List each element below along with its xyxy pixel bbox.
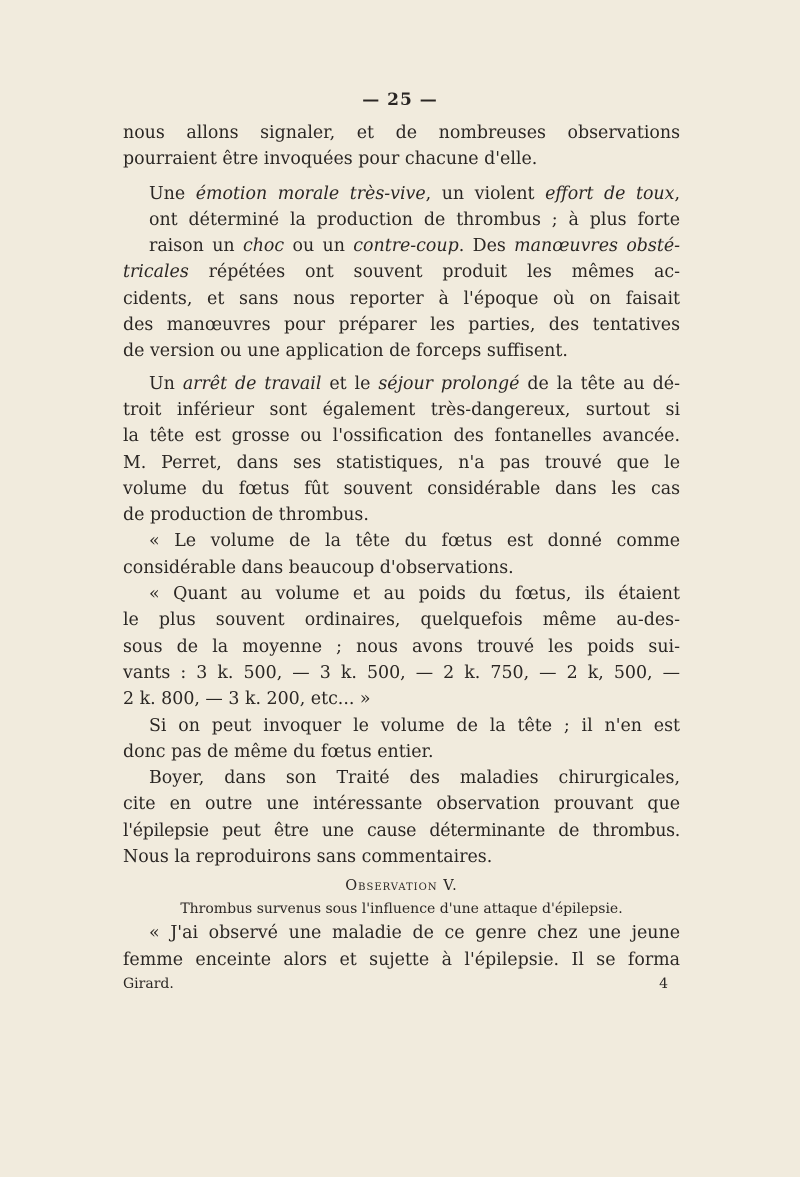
text-line bbox=[123, 259, 680, 285]
text-span: , un violent bbox=[425, 183, 546, 204]
text-line: « Le volume de la tête du fœtus est donné comme bbox=[149, 531, 680, 552]
paragraph-2 bbox=[123, 181, 680, 365]
paragraph-8 bbox=[123, 920, 680, 973]
italic-phrase: émotion morale très-vive bbox=[195, 183, 426, 204]
text-line: femme enceinte alors et sujette à l'épilepsie. Il se forma bbox=[123, 949, 680, 970]
italic-phrase: tricales bbox=[123, 262, 189, 283]
text-line: considérable dans beaucoup d'observations. bbox=[123, 557, 514, 578]
paragraph-3 bbox=[123, 371, 680, 529]
text-line bbox=[123, 181, 680, 207]
text-line: donc pas de même du fœtus entier. bbox=[123, 741, 434, 762]
text-line: Si on peut invoquer le volume de la tête ; il n'en est bbox=[149, 715, 680, 736]
text-line: des manœuvres pour préparer les parties, des tentatives bbox=[123, 315, 680, 336]
text-line: ont déterminé la production de thrombus ; à plus forte bbox=[149, 209, 680, 230]
text-line bbox=[123, 371, 680, 397]
text-line: volume du fœtus fût souvent considérable dans les cas bbox=[123, 478, 680, 499]
text-line: 2 k. 800, — 3 k. 200, etc... » bbox=[123, 689, 371, 710]
page-body bbox=[123, 120, 680, 995]
italic-phrase: effort de toux bbox=[545, 183, 675, 204]
text-span: Une bbox=[149, 183, 196, 204]
italic-phrase: manœuvres obsté- bbox=[514, 236, 681, 257]
italic-phrase: contre-coup bbox=[353, 236, 459, 257]
italic-phrase: arrêt de travail bbox=[182, 373, 322, 394]
italic-phrase: choc bbox=[242, 236, 285, 257]
italic-phrase: séjour prolongé bbox=[378, 373, 520, 394]
text-line: Nous la reproduirons sans commentaires. bbox=[123, 847, 493, 868]
text-span: Un bbox=[149, 373, 183, 394]
text-line: M. Perret, dans ses statistiques, n'a pas trouvé que le bbox=[123, 452, 680, 473]
text-line: Boyer, dans son Traité des maladies chirurgicales, bbox=[149, 768, 680, 789]
text-span: , bbox=[674, 183, 680, 204]
text-line: « J'ai observé une maladie de ce genre chez une jeune bbox=[149, 923, 680, 944]
text-line: de production de thrombus. bbox=[123, 505, 369, 526]
text-line: « Quant au volume et au poids du fœtus, ils étaient bbox=[149, 584, 680, 605]
text-line: vants : 3 k. 500, — 3 k. 500, — 2 k. 750, — 2 k, 500, — bbox=[123, 662, 680, 683]
text-span: de la tête au dé- bbox=[519, 373, 680, 394]
printer-signature: Girard. bbox=[123, 975, 174, 992]
text-line: le plus souvent ordinaires, quelquefois même au-des- bbox=[123, 610, 680, 631]
sheet-number: 4 bbox=[659, 975, 668, 992]
text-span: répétées ont souvent produit les mêmes ac- bbox=[188, 262, 680, 283]
text-span: ou un bbox=[284, 236, 354, 257]
text-line: l'épilepsie peut être une cause déterminante de thrombus. bbox=[123, 820, 680, 841]
paragraph-7 bbox=[123, 765, 680, 870]
text-line: la tête est grosse ou l'ossification des fontanelles avancée. bbox=[123, 426, 680, 447]
page-number: — 25 — bbox=[362, 90, 438, 110]
paragraph-4 bbox=[123, 528, 680, 581]
text-span: raison un bbox=[149, 236, 243, 257]
text-line bbox=[123, 233, 680, 259]
paragraph-6 bbox=[123, 713, 680, 766]
text-span: et le bbox=[321, 373, 379, 394]
page-footer bbox=[123, 973, 680, 995]
text-line: pourraient être invoquées pour chacune d'elle. bbox=[123, 149, 538, 170]
text-line: sous de la moyenne ; nous avons trouvé les poids sui- bbox=[123, 636, 680, 657]
observation-subheading: Thrombus survenus sous l'influence d'une attaque d'épilepsie. bbox=[180, 901, 623, 918]
text-line: nous allons signaler, et de nombreuses observations bbox=[123, 123, 680, 143]
text-line: cite en outre une intéressante observation prouvant que bbox=[123, 794, 680, 815]
paragraph-1 bbox=[123, 120, 680, 173]
observation-heading: Observation V. bbox=[345, 878, 458, 895]
text-line: cidents, et sans nous reporter à l'époque où on faisait bbox=[123, 288, 680, 309]
text-span: . Des bbox=[458, 236, 515, 257]
text-line: de version ou une application de forceps suffisent. bbox=[123, 341, 568, 362]
text-line: troit inférieur sont également très-dangereux, surtout si bbox=[123, 399, 680, 420]
paragraph-5 bbox=[123, 581, 680, 712]
